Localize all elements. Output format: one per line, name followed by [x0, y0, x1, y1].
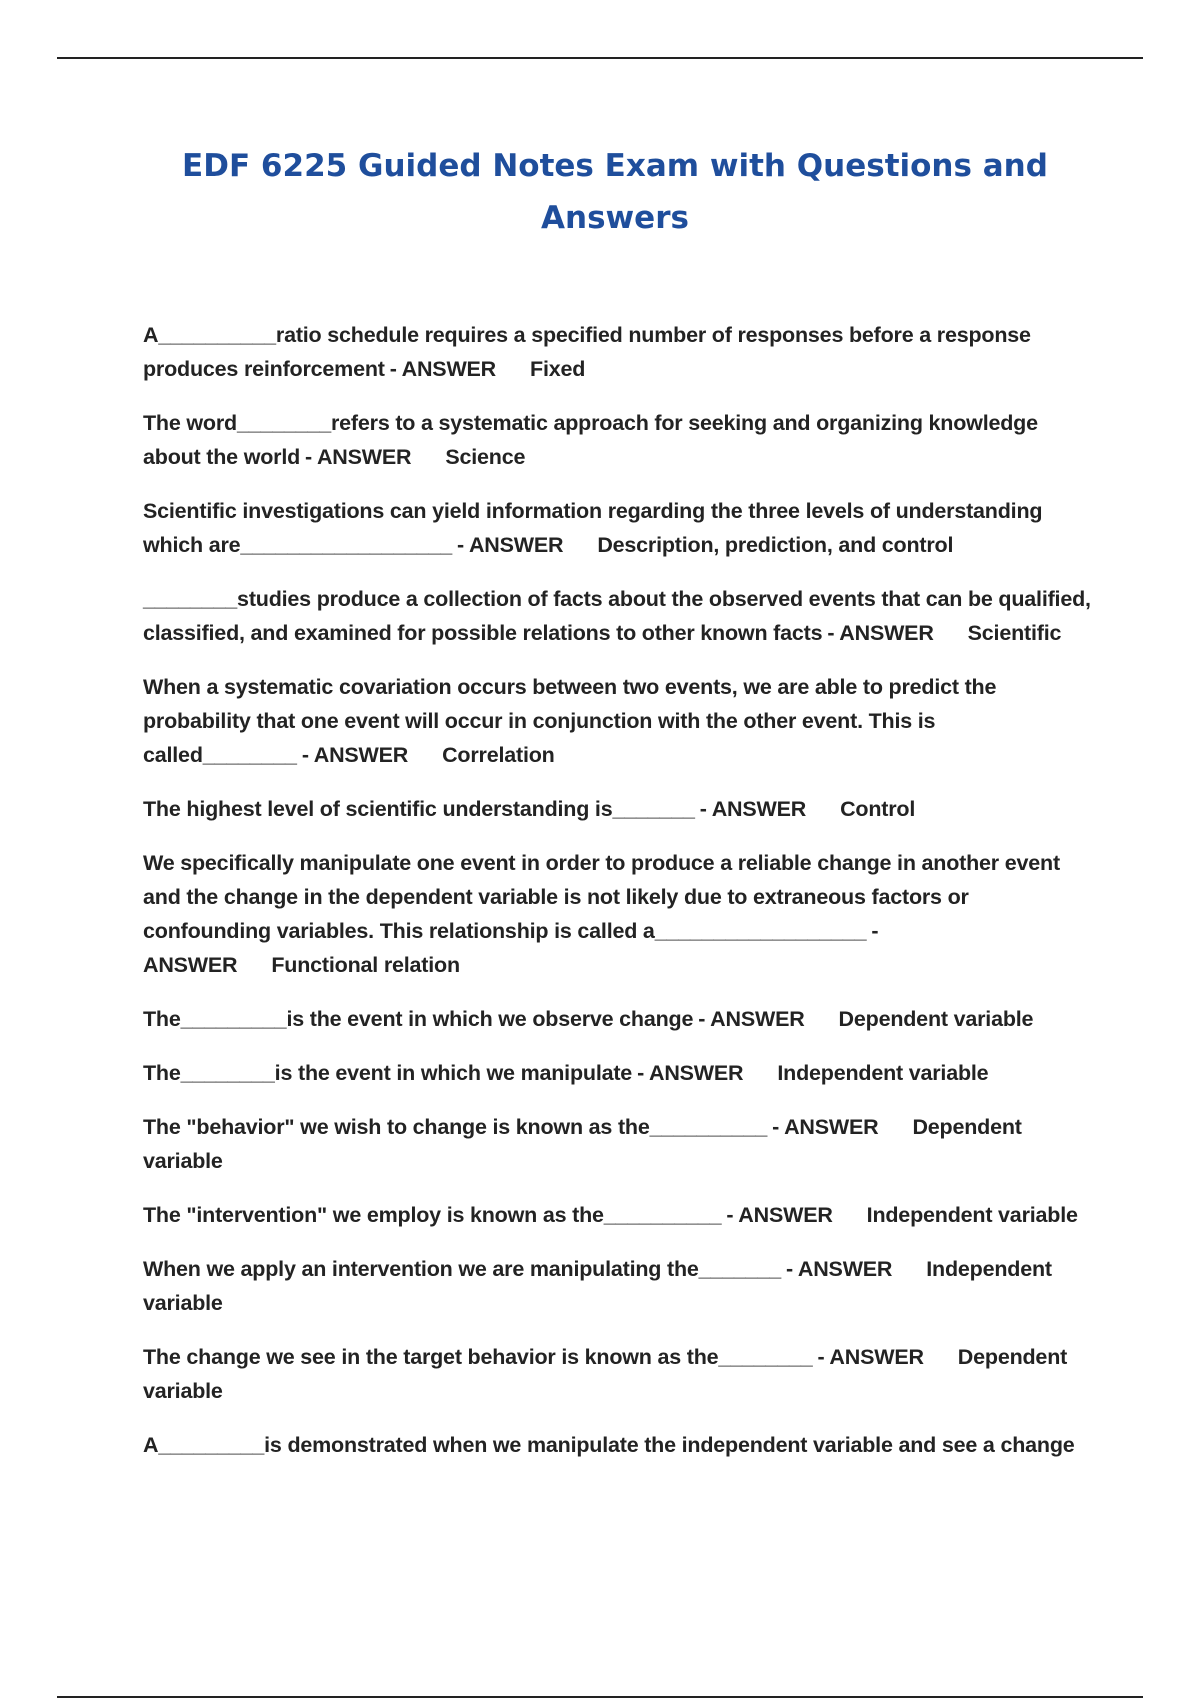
qa-item [143, 1110, 1093, 1178]
answer-text: Fixed [530, 357, 586, 381]
qa-item [143, 1056, 1093, 1090]
qa-item [143, 1340, 1093, 1408]
qa-item [143, 582, 1097, 650]
question-text: The word________refers to a systematic approach for seeking and organizing knowledge about the world [143, 411, 1044, 469]
answer-text: Correlation [442, 743, 555, 767]
question-text: When a systematic covariation occurs between two events, we are able to predict the probability that one event will occur in conjunction with the other event. This is called________ [143, 675, 1003, 767]
answer-text: Independent variable [143, 1257, 1058, 1315]
answer-marker: - ANSWER [817, 1345, 924, 1369]
answer-text: Description, prediction, and control [597, 533, 954, 557]
question-text: ________studies produce a collection of facts about the observed events that can be qualified, classified, and examined for possible relations to other known facts [143, 587, 1097, 645]
question-text: The highest level of scientific understanding is_______ [143, 797, 695, 821]
qa-item [143, 792, 1093, 826]
qa-list [143, 318, 1097, 1482]
answer-text: Independent variable [866, 1203, 1078, 1227]
question-text: The_________is the event in which we observe change [143, 1007, 694, 1031]
answer-marker: - ANSWER [305, 445, 412, 469]
answer-marker: - ANSWER [785, 1257, 893, 1281]
question-text: Scientific investigations can yield information regarding the three levels of understanding which are__________________ [143, 499, 1049, 557]
qa-item [143, 846, 1093, 982]
qa-item [143, 1252, 1093, 1320]
answer-marker: - ANSWER [457, 533, 564, 557]
answer-marker: - ANSWER [699, 797, 807, 821]
question-text: The________is the event in which we manipulate [143, 1061, 633, 1085]
answer-text: Independent variable [777, 1061, 989, 1085]
answer-marker: - ANSWER [698, 1007, 805, 1031]
qa-item [143, 406, 1093, 474]
footer-rule [57, 1696, 1143, 1698]
qa-item [143, 1002, 1093, 1036]
question-text: When we apply an intervention we are manipulating the_______ [143, 1257, 781, 1281]
header-rule [57, 57, 1143, 59]
qa-item [143, 670, 1093, 772]
question-text: The change we see in the target behavior is known as the________ [143, 1345, 813, 1369]
answer-marker: - ANSWER [827, 621, 934, 645]
answer-marker: - ANSWER [726, 1203, 833, 1227]
qa-item [143, 318, 1093, 386]
document-title: EDF 6225 Guided Notes Exam with Questions and Answers [182, 148, 1048, 236]
answer-text: Control [840, 797, 916, 821]
answer-marker: - ANSWER [637, 1061, 744, 1085]
answer-text: Functional relation [271, 953, 460, 977]
question-text: We specifically manipulate one event in order to produce a reliable change in another event and the change in the dependent variable is not likely due to extraneous factors or confounding variables. This relationship is called a__________________ [143, 851, 1066, 943]
answer-text: Scientific [967, 621, 1062, 645]
question-text: A__________ratio schedule requires a specified number of responses before a response produces reinforcement [143, 323, 1037, 381]
answer-text: Dependent variable [143, 1345, 1073, 1403]
question-text: The "intervention" we employ is known as the__________ [143, 1203, 722, 1227]
qa-item [143, 1428, 1093, 1462]
answer-marker: - ANSWER [143, 919, 884, 977]
answer-marker: - ANSWER [301, 743, 409, 767]
question-text: A_________is demonstrated when we manipulate the independent variable and see a change [143, 1433, 1075, 1457]
qa-item [143, 1198, 1093, 1232]
answer-text: Dependent variable [838, 1007, 1034, 1031]
qa-item [143, 494, 1093, 562]
answer-marker: - ANSWER [389, 357, 497, 381]
answer-marker: - ANSWER [772, 1115, 879, 1139]
answer-text: Dependent variable [143, 1115, 1028, 1173]
answer-text: Science [445, 445, 526, 469]
question-text: The "behavior" we wish to change is known as the__________ [143, 1115, 768, 1139]
